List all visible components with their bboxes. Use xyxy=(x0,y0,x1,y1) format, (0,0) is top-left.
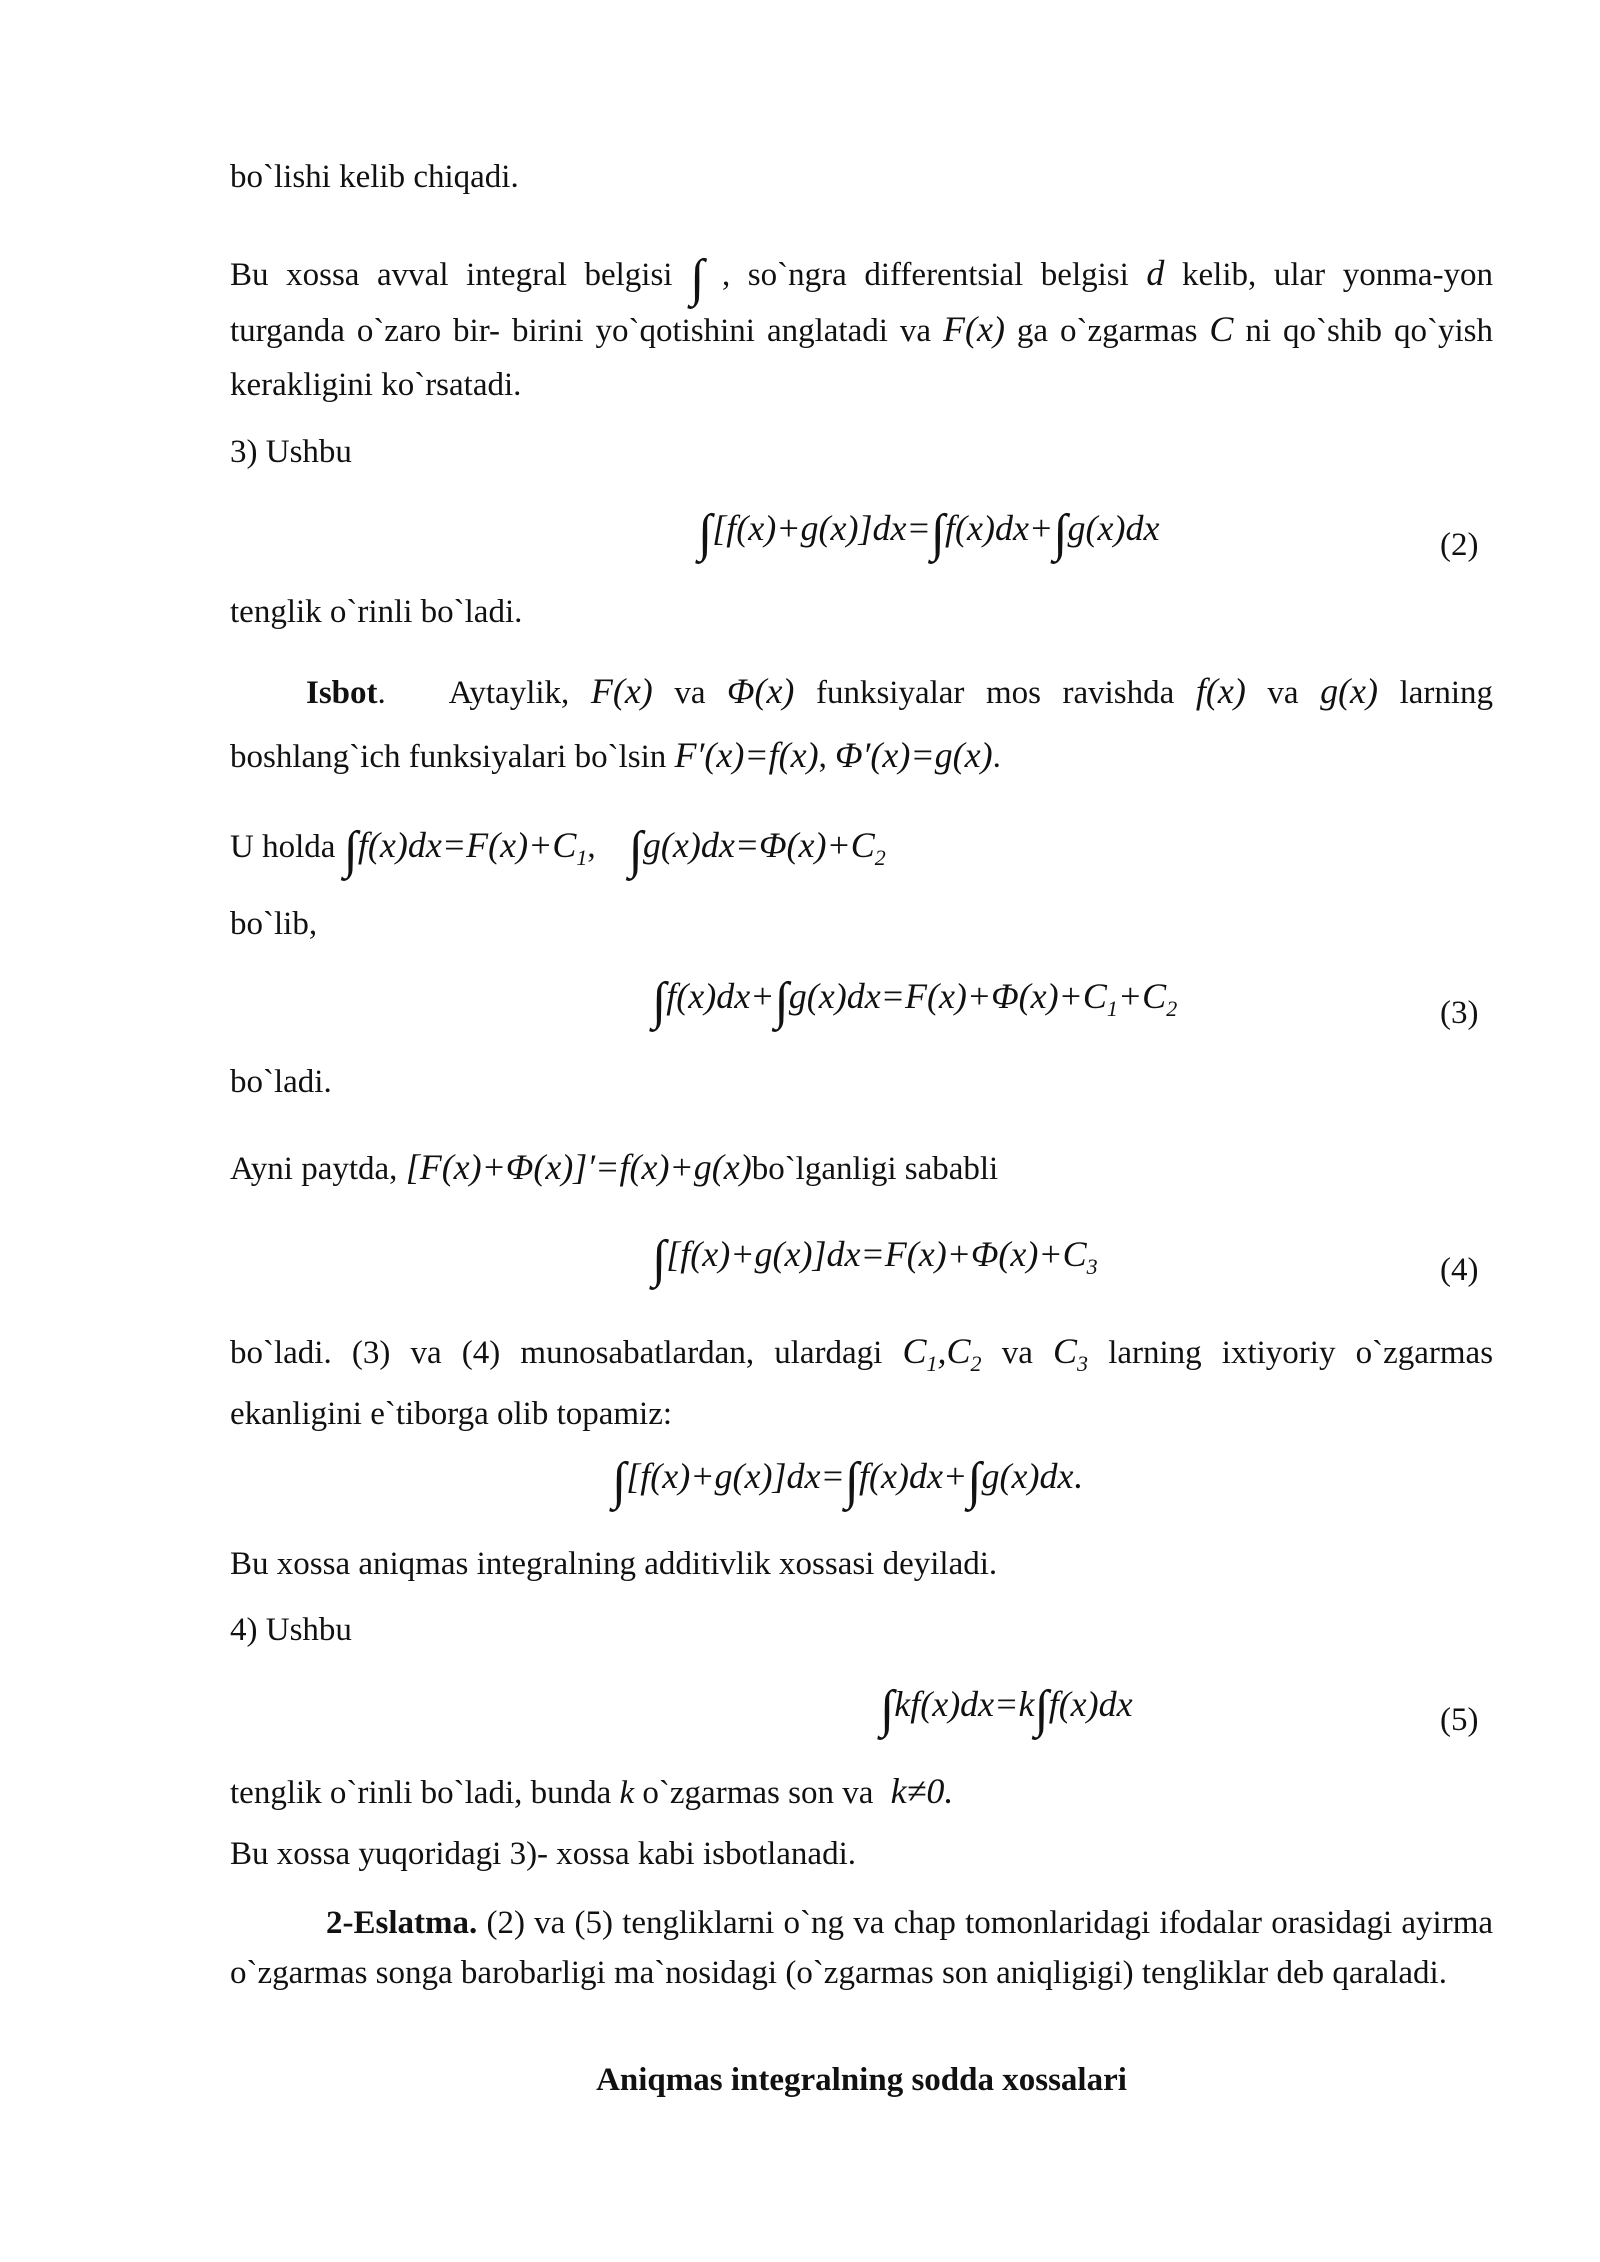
formula-5: ∫kf(x)dx=k∫f(x)dx xyxy=(880,1681,1133,1738)
paragraph-6: U holda $\int f(x)dx=F(x)+C_1$, $\int g(x)dx=\Phi(x)+C_2$ xyxy=(230,822,886,879)
differential-symbol: d xyxy=(1146,253,1165,293)
paragraph-12: 4) Ushbu xyxy=(230,1612,352,1648)
paragraph-13: tenglik o`rinli bo`ladi, bunda k o`zgarmas son va k≠0. xyxy=(230,1771,954,1811)
equation-number-5: (5) xyxy=(1440,1702,1479,1738)
paragraph-9: Ayni paytda, [F(x)+Φ(x)]′=f(x)+g(x)bo`lganligi sababli xyxy=(230,1147,999,1187)
equation-number-3: (3) xyxy=(1440,995,1479,1031)
formula-additivity: ∫[f(x)+g(x)]dx=∫f(x)dx+∫g(x)dx. xyxy=(612,1453,1083,1510)
paragraph-10: bo`ladi. (3) va (4) munosabatlardan, ulardagi $C_1,C_2$ va $C_3$ larning ixtiyoriy o`zgarmas ekanligini e`tiborga olib topamiz: xyxy=(230,1331,1494,1433)
paragraph-1: bo`lishi kelib chiqadi. xyxy=(230,159,519,195)
function-F-symbol: F(x) xyxy=(942,309,1005,349)
integral-sign-symbol: ∫ xyxy=(690,250,705,307)
equation-number-2: (2) xyxy=(1440,527,1479,563)
section-heading: Aniqmas integralning sodda xossalari xyxy=(596,2062,1127,2098)
paragraph-3: 3) Ushbu xyxy=(230,434,352,470)
paragraph-7: bo`lib, xyxy=(230,906,318,942)
formula-2: ∫[f(x)+g(x)]dx=∫f(x)dx+∫g(x)dx xyxy=(698,505,1160,562)
paragraph-11: Bu xossa aniqmas integralning additivlik xossasi deyiladi. xyxy=(230,1546,998,1582)
paragraph-2: Bu xossa avval integral belgisi ∫ , so`ngra differentsial belgisi d kelib, ular yonma-yon turganda o`zaro bir- birini yo`qotishini anglatadi va F(x) ga o`zgarmas C ni qo`shib qo`yish kerakligini ko`rsatadi. xyxy=(230,250,1494,403)
formula-4: $\int[f(x)+g(x)]dx=F(x)+\Phi(x)+C_3$ xyxy=(652,1231,1098,1288)
paragraph-5: Isbot. Aytaylik, F(x) va Φ(x) funksiyalar mos ravishda f(x) va g(x) larning boshlang`ich funksiyalari bo`lsin F′(x)=f(x), Φ′(x)=g(x). xyxy=(230,671,1494,775)
formula-3: $\int f(x)dx+\int g(x)dx=F(x)+\Phi(x)+C_1+C_2$ xyxy=(652,973,1178,1030)
paragraph-4: tenglik o`rinli bo`ladi. xyxy=(230,594,523,630)
equation-number-4: (4) xyxy=(1440,1252,1479,1288)
paragraph-8: bo`ladi. xyxy=(230,1064,332,1100)
constant-C-symbol: C xyxy=(1209,309,1234,349)
paragraph-14: Bu xossa yuqoridagi 3)- xossa kabi isbotlanadi. xyxy=(230,1836,857,1872)
note-2: 2-Eslatma. (2) va (5) tengliklarni o`ng va chap tomonlaridagi ifodalar orasidagi ayirma o`zgarmas songa barobarligi ma`nosidagi (o`zgarmas son aniqligigi) tengliklar deb qaraladi. xyxy=(230,1905,1494,1991)
